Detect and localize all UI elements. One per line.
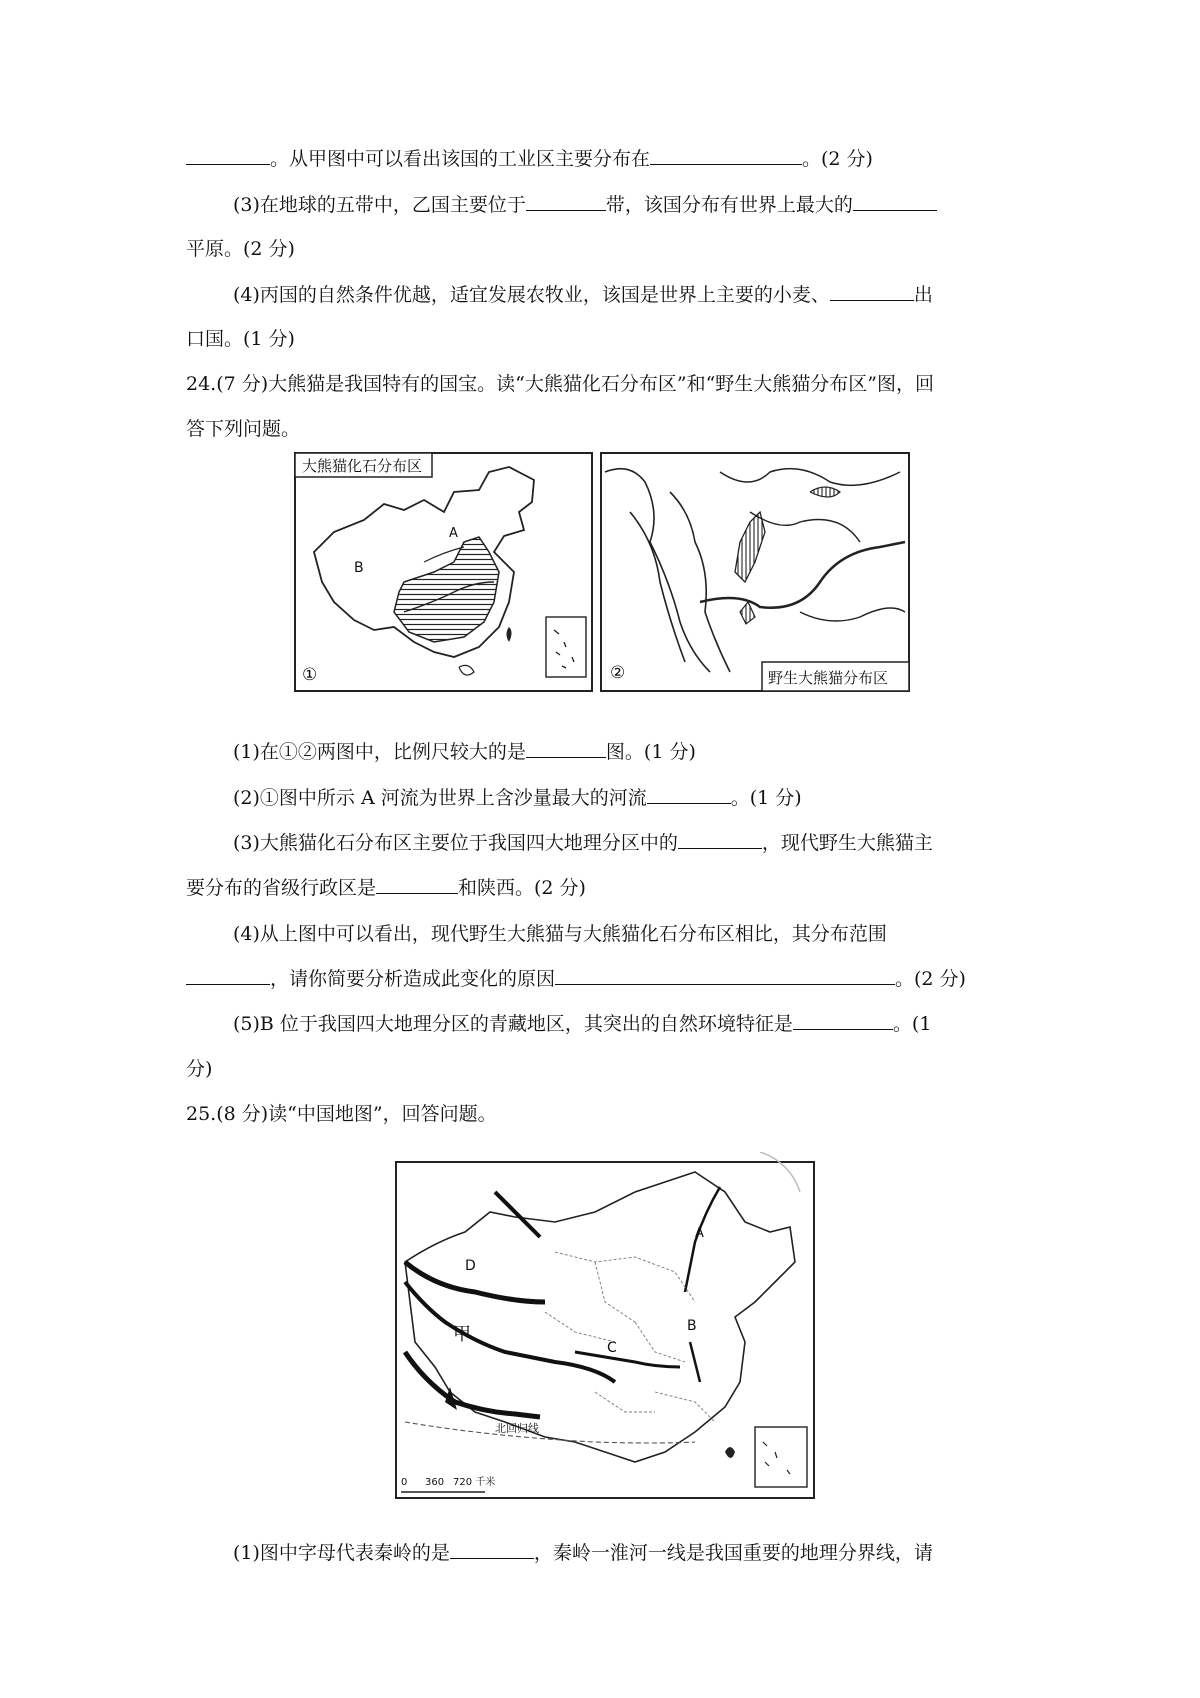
answer-blank[interactable] [450,1540,534,1559]
answer-blank[interactable] [526,739,606,758]
text: (5)B 位于我国四大地理分区的青藏地区，其突出的自然环境特征是 [233,1013,793,1035]
text-line [0,875,1200,901]
map3-label-b: B [687,1318,697,1334]
text: 。(2 分) [895,968,966,990]
map1-label-a: A [449,526,458,541]
text: (3)大熊猫化石分布区主要位于我国四大地理分区中的 [233,832,678,854]
text: 。从甲图中可以看出该国的工业区主要分布在 [270,148,651,170]
answer-blank[interactable] [555,966,895,985]
text: 。(1 [892,1013,932,1035]
text-line [0,739,1200,765]
text-line [0,282,1200,308]
map3-label-a: A [695,1226,704,1241]
text: (3)在地球的五带中，乙国主要位于 [233,194,526,216]
answer-blank[interactable] [526,192,606,211]
text: 图。(1 分) [605,741,696,763]
text-line [0,146,1200,172]
text: ，现代野生大熊猫主 [761,832,933,854]
text-line [0,966,1200,992]
text-line [0,830,1200,856]
text: 。(1 分) [730,787,802,809]
answer-blank[interactable] [678,830,762,849]
text: 平原。(2 分) [186,238,295,260]
text: 。(2 分) [802,148,873,170]
text: ，秦岭一淮河一线是我国重要的地理分界线，请 [533,1542,933,1564]
text: 出 [913,284,933,306]
answer-blank[interactable] [853,192,937,211]
text: 口国。(1 分) [186,328,295,350]
text: 分) [186,1058,213,1080]
text: 和陕西。(2 分) [458,877,586,899]
text: 答下列问题。 [186,418,301,440]
text-line [0,326,1200,352]
answer-blank[interactable] [830,282,914,301]
text-line [0,921,1200,947]
wild-panda-map [600,452,910,692]
map3-label-d: D [465,1258,476,1274]
text-line [0,416,1200,442]
text: (4)丙国的自然条件优越，适宜发展农牧业，该国是世界上主要的小麦、 [233,284,830,306]
text: (1)图中字母代表秦岭的是 [233,1542,450,1564]
map1-number: ① [302,665,318,685]
question-24 [0,371,1200,397]
scale-0: 0 [401,1477,408,1488]
scale-360: 360 [425,1477,445,1488]
text: 要分布的省级行政区是 [186,877,377,899]
map2-title: 野生大熊猫分布区 [768,669,889,687]
text: (1)在①②两图中，比例尺较大的是 [233,741,526,763]
text: ，请你简要分析造成此变化的原因 [270,968,556,990]
text-line [0,1540,1200,1566]
answer-blank[interactable] [186,966,270,985]
panda-fossil-map [294,452,593,692]
answer-blank[interactable] [376,875,458,894]
question-25 [0,1101,1200,1127]
text-line [0,236,1200,262]
text: 25.(8 分)读“中国地图”，回答问题。 [186,1103,497,1125]
map1-label-b: B [354,560,364,576]
answer-blank[interactable] [186,146,270,165]
map2-number: ② [610,663,626,683]
china-map [395,1152,815,1500]
map3-label-jia: 甲 [453,1324,471,1345]
text-line [0,1056,1200,1082]
text: (2)①图中所示 A 河流为世界上含沙量最大的河流 [233,787,647,809]
map1-title: 大熊猫化石分布区 [302,457,423,475]
text: 24.(7 分)大熊猫是我国特有的国宝。读“大熊猫化石分布区”和“野生大熊猫分布区”图，回 [186,373,935,395]
text-line [0,785,1200,811]
scale-720: 720 千米 [453,1477,496,1488]
answer-blank[interactable] [647,785,731,804]
text-line [0,1011,1200,1037]
text: (4)从上图中可以看出，现代野生大熊猫与大熊猫化石分布区相比，其分布范围 [233,923,887,945]
text: 带，该国分布有世界上最大的 [605,194,853,216]
answer-blank[interactable] [793,1011,893,1030]
map3-tropic-label: 北回归线 [495,1422,539,1435]
map3-label-c: C [607,1340,617,1356]
answer-blank[interactable] [650,146,802,165]
text-line [0,192,1200,218]
